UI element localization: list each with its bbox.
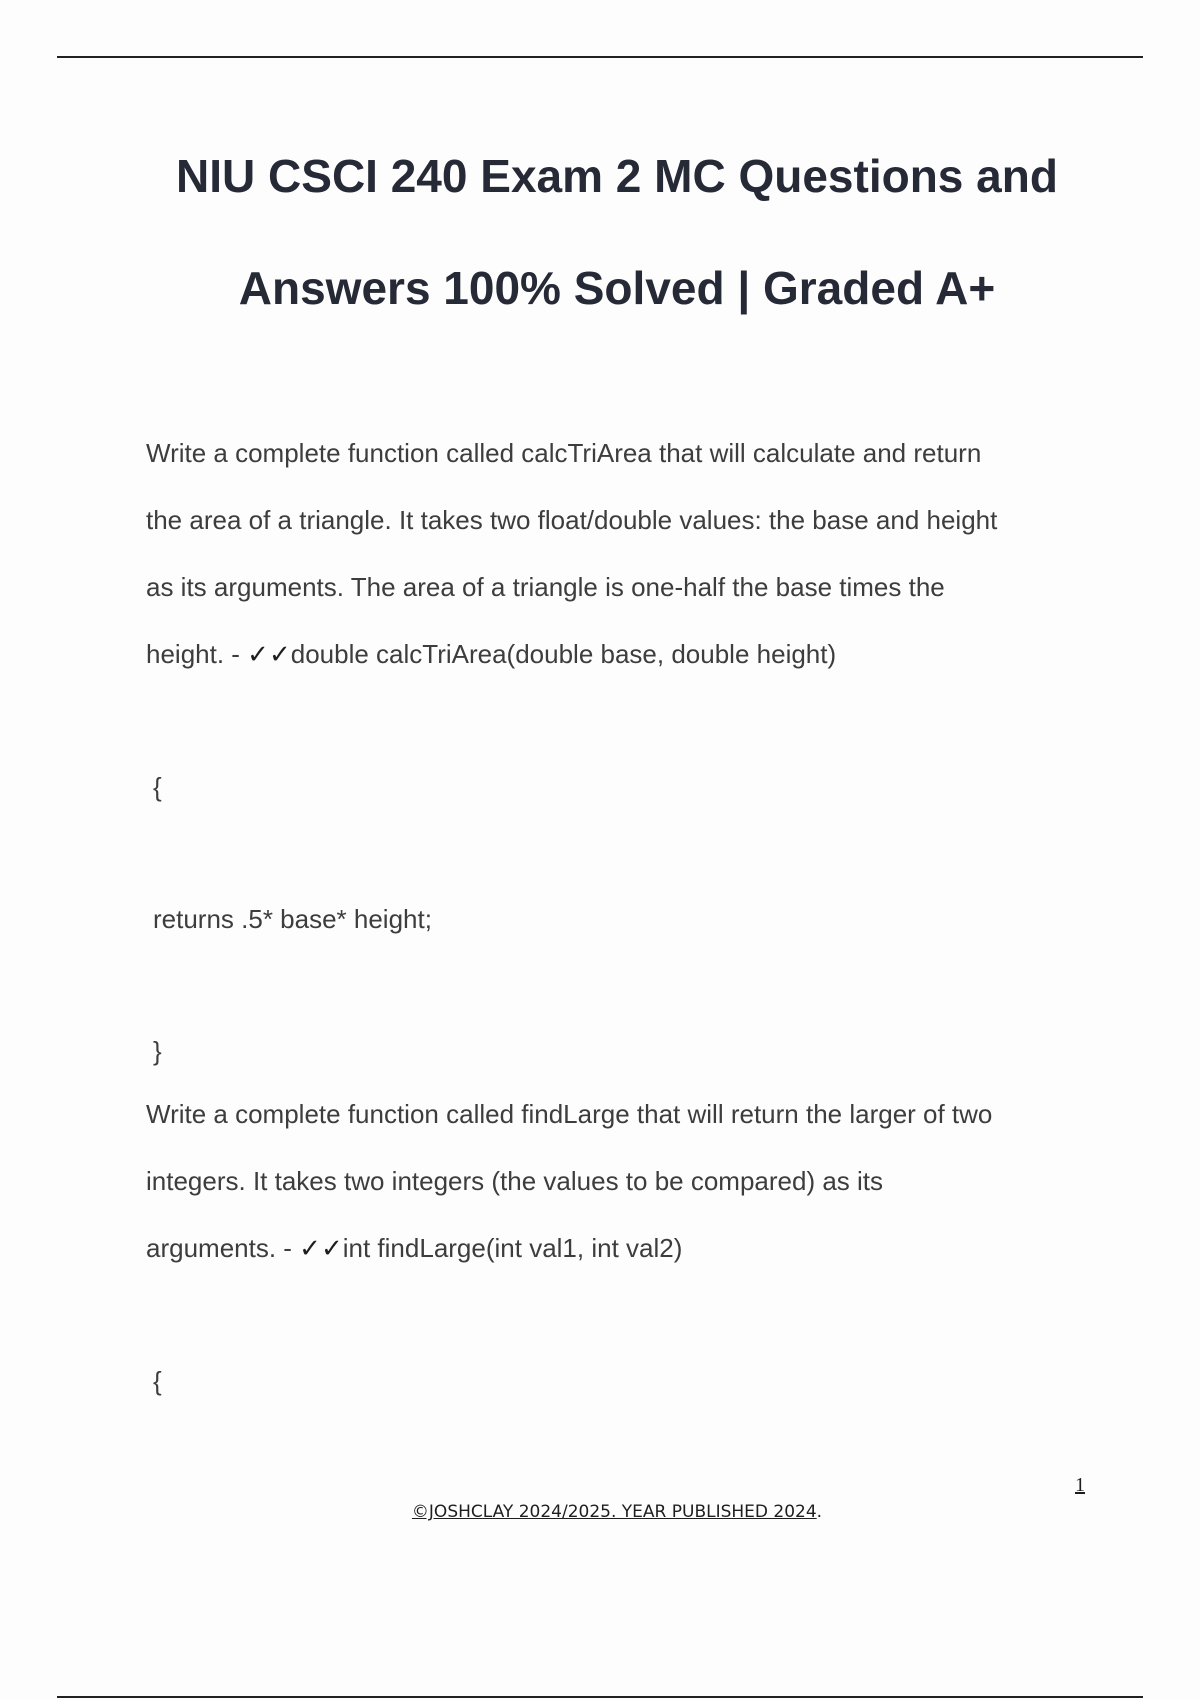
question-2-line-3-prefix: arguments. -	[146, 1233, 300, 1263]
question-1-answer-signature: double calcTriArea(double base, double height)	[290, 639, 837, 669]
question-1-line-2: the area of a triangle. It takes two float/double values: the base and height	[146, 505, 998, 535]
question-1-code-close-brace: }	[153, 1036, 162, 1066]
question-2-line-1: Write a complete function called findLarge that will return the larger of two	[146, 1099, 993, 1129]
question-1-line-4-prefix: height. -	[146, 639, 248, 669]
checkmark-icon: ✓✓	[247, 639, 291, 669]
checkmark-icon: ✓✓	[299, 1233, 343, 1263]
question-1-code-open-brace: {	[153, 772, 162, 802]
header-rule	[57, 56, 1143, 58]
question-2-code-open-brace: {	[153, 1366, 162, 1396]
question-2	[146, 1081, 1086, 1282]
title-line-2: Answers 100% Solved | Graded A+	[238, 262, 996, 314]
question-2-line-2: integers. It takes two integers (the values to be compared) as its	[146, 1166, 884, 1196]
question-1-text	[146, 420, 1086, 688]
question-1-line-1: Write a complete function called calcTriArea that will calculate and return	[146, 438, 982, 468]
footer-copyright-text: ©JOSHCLAY 2024/2025. YEAR PUBLISHED 2024	[411, 1502, 817, 1522]
footer-copyright	[0, 1502, 1200, 1522]
question-1	[146, 420, 1086, 688]
footer-rule	[57, 1696, 1143, 1698]
question-2-answer-signature: int findLarge(int val1, int val2)	[342, 1233, 683, 1263]
page-number: 1	[1075, 1474, 1085, 1496]
title-line-1: NIU CSCI 240 Exam 2 MC Questions and	[176, 150, 1058, 202]
question-1-code-return: returns .5* base* height;	[153, 904, 432, 934]
footer-period: .	[816, 1502, 823, 1522]
document-title	[100, 120, 1134, 344]
question-1-line-3: as its arguments. The area of a triangle is one-half the base times the	[146, 572, 945, 602]
question-2-text	[146, 1081, 1086, 1282]
